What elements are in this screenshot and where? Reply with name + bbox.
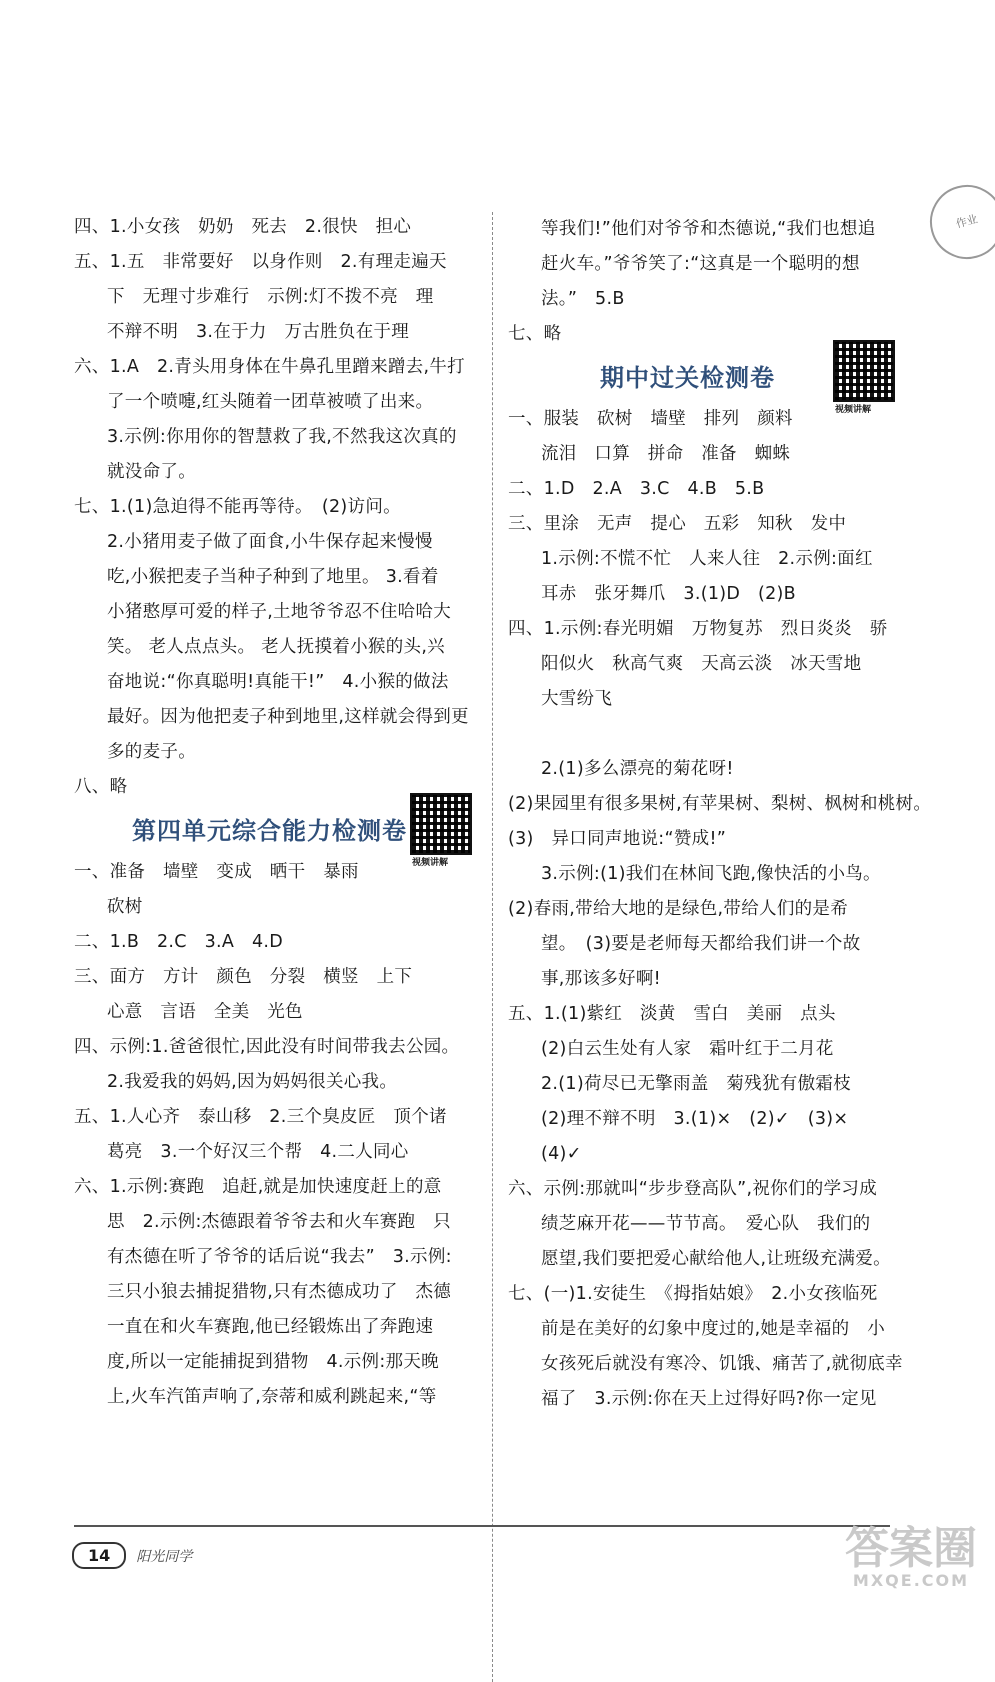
answer-line: 2.小猪用麦子做了面食,小牛保存起来慢慢 bbox=[107, 532, 433, 552]
answers-midterm bbox=[508, 402, 932, 1417]
answer-line: 等我们!”他们对爷爷和杰德说,“我们也想追 bbox=[541, 219, 876, 239]
answer-line: 二、1.B 2.C 3.A 4.D bbox=[74, 932, 284, 952]
watermark-logo: 答案圈 bbox=[845, 1523, 977, 1574]
answer-line: 心意 言语 全美 光色 bbox=[107, 1002, 303, 1022]
stamp-icon: 作业 bbox=[922, 177, 995, 268]
answer-line: 3.示例:(1)我们在林间飞跑,像快活的小鸟。 bbox=[541, 864, 881, 884]
answers-unit4 bbox=[74, 855, 474, 1415]
answer-line: 一、服装 砍树 墙壁 排列 颜料 bbox=[508, 409, 793, 429]
answer-line: 七、1.(1)急迫得不能再等待。 (2)访问。 bbox=[74, 497, 401, 517]
answer-line: 下 无理寸步难行 示例:灯不拨不亮 理 bbox=[107, 287, 434, 307]
answer-line: 女孩死后就没有寒冷、饥饿、痛苦了,就彻底幸 bbox=[541, 1354, 903, 1374]
answer-line: 七、略 bbox=[508, 324, 562, 344]
answer-line: 思 2.示例:杰德跟着爷爷去和火车赛跑 只 bbox=[107, 1212, 451, 1232]
answer-line: 耳赤 张牙舞爪 3.(1)D (2)B bbox=[541, 584, 796, 604]
answer-line: 了一个喷嚏,红头随着一团草被喷了出来。 bbox=[107, 392, 434, 412]
answer-line: 五、1.(1)紫红 淡黄 雪白 美丽 点头 bbox=[508, 1004, 836, 1024]
brand-logo: 阳光同学 bbox=[136, 1548, 193, 1565]
answer-line: 望。 (3)要是老师每天都给我们讲一个故 bbox=[541, 934, 861, 954]
answer-line: 一、准备 墙壁 变成 晒干 暴雨 bbox=[74, 862, 359, 882]
answer-line: 八、略 bbox=[74, 777, 128, 797]
answers-continued bbox=[508, 212, 908, 352]
left-column bbox=[74, 210, 474, 1415]
answer-line: 法。” 5.B bbox=[541, 289, 625, 309]
answer-line: 六、示例:那就叫“步步登高队”,祝你们的学习成 bbox=[508, 1179, 877, 1199]
section-header-midterm bbox=[508, 352, 908, 415]
answer-line: 前是在美好的幻象中度过的,她是幸福的 小 bbox=[541, 1319, 886, 1339]
column-divider bbox=[492, 212, 493, 1682]
answer-line: 阳似火 秋高气爽 天高云淡 冰天雪地 bbox=[541, 654, 862, 674]
section-header-unit4 bbox=[74, 805, 474, 868]
site-watermark bbox=[845, 1523, 977, 1590]
answer-line: 六、1.A 2.青头用身体在牛鼻孔里蹭来蹭去,牛打 bbox=[74, 357, 465, 377]
page-number: 14 bbox=[72, 1542, 126, 1569]
answer-line: 不辩不明 3.在于力 万古胜负在于理 bbox=[107, 322, 410, 342]
answer-line: 四、1.小女孩 奶奶 死去 2.很快 担心 bbox=[74, 217, 412, 237]
answer-line: (2)白云生处有人家 霜叶红于二月花 bbox=[541, 1039, 834, 1059]
answer-line: 有杰德在听了爷爷的话后说“我去” 3.示例: bbox=[107, 1247, 452, 1267]
answer-line: 五、1.人心齐 泰山移 2.三个臭皮匠 顶个诸 bbox=[74, 1107, 447, 1127]
answer-line: 三、里涂 无声 提心 五彩 知秋 发中 bbox=[508, 514, 847, 534]
answer-line: 2.(1)荷尽已无擎雨盖 菊残犹有傲霜枝 bbox=[541, 1074, 851, 1094]
answer-line: 赶火车。”爷爷笑了:“这真是一个聪明的想 bbox=[541, 254, 860, 274]
answer-line: 福了 3.示例:你在天上过得好吗?你一定见 bbox=[541, 1389, 877, 1409]
qr-label: 视频讲解 bbox=[835, 405, 872, 415]
answer-line: 一直在和火车赛跑,他已经锻炼出了奔跑速 bbox=[107, 1317, 434, 1337]
footer-rule bbox=[74, 1525, 890, 1527]
section-title: 第四单元综合能力检测卷 bbox=[132, 817, 407, 845]
answer-line: 流泪 口算 拼命 准备 蜘蛛 bbox=[541, 444, 791, 464]
answer-line: (3) 异口同声地说:“赞成!” bbox=[508, 829, 727, 849]
answer-line: 小猪憨厚可爱的样子,土地爷爷忍不住哈哈大 bbox=[107, 602, 452, 622]
answer-line: 绩芝麻开花——节节高。 爱心队 我们的 bbox=[541, 1214, 871, 1234]
answer-line: 3.示例:你用你的智慧救了我,不然我这次真的 bbox=[107, 427, 457, 447]
section-title: 期中过关检测卷 bbox=[600, 364, 775, 392]
answer-line: 七、(一)1.安徒生 《拇指姑娘》 2.小女孩临死 bbox=[508, 1284, 878, 1304]
answer-line: (2)理不辩不明 3.(1)× (2)✓ (3)× bbox=[541, 1109, 849, 1129]
watermark-url: MXQE.COM bbox=[852, 1571, 970, 1590]
answer-line: 吃,小猴把麦子当种子种到了地里。 3.看着 bbox=[107, 567, 439, 587]
answer-line: 三、面方 方计 颜色 分裂 横竖 上下 bbox=[74, 967, 413, 987]
answer-line: 2.(1)多么漂亮的菊花呀! bbox=[541, 759, 734, 779]
answer-line: (2)春雨,带给大地的是绿色,带给人们的是希 bbox=[508, 899, 849, 919]
answer-line: 三只小狼去捕捉猎物,只有杰德成功了 杰德 bbox=[107, 1282, 452, 1302]
right-column bbox=[508, 212, 932, 1417]
answer-line: (2)果园里有很多果树,有苹果树、梨树、枫树和桃树。 bbox=[508, 794, 932, 814]
answer-line: 事,那该多好啊! bbox=[541, 969, 661, 989]
answer-line bbox=[508, 717, 908, 752]
answer-line: 度,所以一定能捕捉到猎物 4.示例:那天晚 bbox=[107, 1352, 439, 1372]
answer-line: 奋地说:“你真聪明!真能干!” 4.小猴的做法 bbox=[107, 672, 449, 692]
answer-line: 上,火车汽笛声响了,奈蒂和威利跳起来,“等 bbox=[107, 1387, 437, 1407]
page-footer bbox=[72, 1542, 192, 1569]
answer-line: 1.示例:不慌不忙 人来人往 2.示例:面红 bbox=[541, 549, 873, 569]
qr-label: 视频讲解 bbox=[412, 858, 449, 868]
answer-line: 四、1.示例:春光明媚 万物复苏 烈日炎炎 骄 bbox=[508, 619, 888, 639]
answer-line: 多的麦子。 bbox=[107, 742, 196, 762]
answer-line: 二、1.D 2.A 3.C 4.B 5.B bbox=[508, 479, 765, 499]
answer-line: 葛亮 3.一个好汉三个帮 4.二人同心 bbox=[107, 1142, 409, 1162]
answer-line: 笑。 老人点点头。 老人抚摸着小猴的头,兴 bbox=[107, 637, 445, 657]
answers-unit3 bbox=[74, 210, 474, 805]
answer-line: 四、示例:1.爸爸很忙,因此没有时间带我去公园。 bbox=[74, 1037, 460, 1057]
answer-line: 最好。因为他把麦子种到地里,这样就会得到更 bbox=[107, 707, 469, 727]
qr-code-icon bbox=[410, 793, 472, 855]
answer-line: 六、1.示例:赛跑 追赶,就是加快速度赶上的意 bbox=[74, 1177, 442, 1197]
answer-line: (4)✓ bbox=[541, 1144, 582, 1164]
answer-line: 大雪纷飞 bbox=[541, 689, 613, 709]
answer-line: 五、1.五 非常要好 以身作则 2.有理走遍天 bbox=[74, 252, 447, 272]
answer-line: 2.我爱我的妈妈,因为妈妈很关心我。 bbox=[107, 1072, 398, 1092]
answer-line: 就没命了。 bbox=[107, 462, 196, 482]
qr-code-icon bbox=[833, 340, 895, 402]
answer-line: 愿望,我们要把爱心献给他人,让班级充满爱。 bbox=[541, 1249, 891, 1269]
answer-line: 砍树 bbox=[107, 897, 143, 917]
